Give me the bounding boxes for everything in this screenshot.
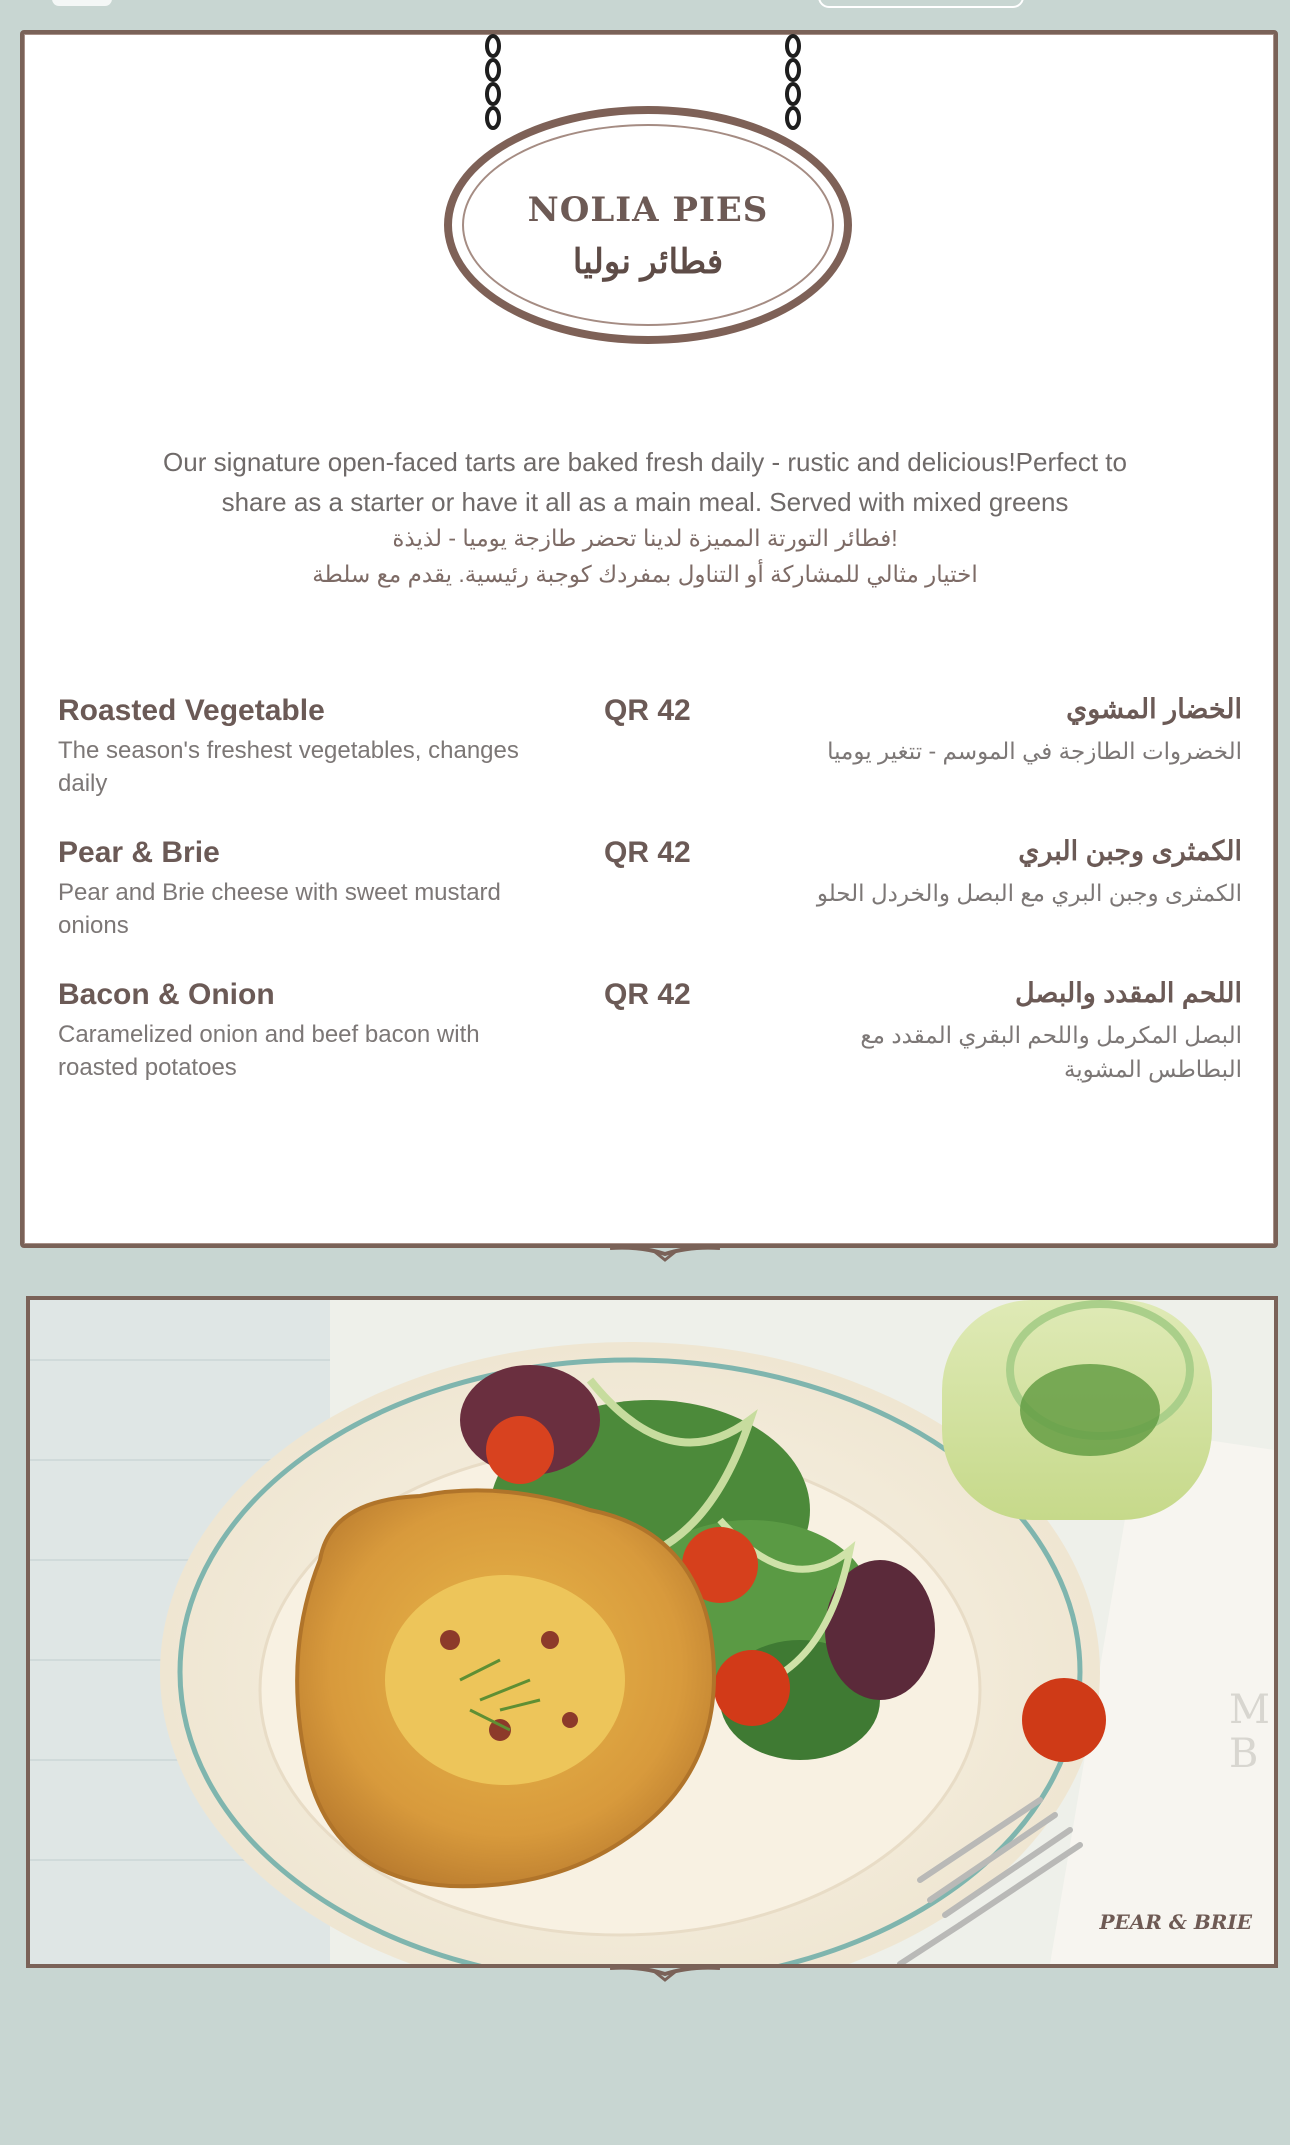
menu-intro-arabic [130, 520, 1160, 592]
menu-title-badge [444, 106, 852, 344]
item-price: QR 42 [604, 836, 691, 869]
item-description-arabic: الكمثرى وجبن البري مع البصل والخردل الحلو [816, 880, 1242, 906]
item-price: QR 42 [604, 694, 691, 727]
top-decoration [52, 0, 112, 6]
chain-icon [482, 30, 504, 140]
menu-title-arabic: فطائر نوليا [572, 243, 724, 281]
chain-icon [782, 30, 804, 140]
plate-watermark [1229, 1688, 1270, 1776]
food-photo [26, 1296, 1278, 1968]
watermark-text: M B [1229, 1687, 1270, 1777]
item-name: Roasted Vegetable [58, 694, 325, 727]
item-description-arabic: البصل المكرمل واللحم البقري المقدد مع البطاطس المشوية [860, 1022, 1242, 1082]
item-name: Bacon & Onion [58, 978, 275, 1011]
item-price: QR 42 [604, 978, 691, 1011]
item-description: The season's freshest vegetables, changes daily [58, 737, 519, 797]
menu-title: NOLIA PIES [527, 190, 769, 230]
menu-intro-arabic-line: فطائر التورتة المميزة لدينا تحضر طازجة يوميا - لذيذة! [392, 525, 898, 551]
item-name: Pear & Brie [58, 836, 220, 869]
menu-intro: Our signature open-faced tarts are baked fresh daily - rustic and delicious!Perfect to share as a starter or have it all as a main meal. Served with mixed greens [163, 447, 1127, 517]
photo-caption: PEAR & BRIE [1099, 1910, 1252, 1934]
pie-photo-illustration [30, 1300, 1274, 1964]
item-description: Pear and Brie cheese with sweet mustard onions [58, 879, 501, 939]
item-name-arabic: اللحم المقدد والبصل [1014, 978, 1242, 1008]
bow-decoration-icon [610, 1244, 720, 1262]
bow-decoration-icon [610, 1964, 720, 1982]
item-name-arabic: الخضار المشوي [1066, 694, 1242, 724]
top-indicator [818, 0, 1024, 8]
item-name-arabic: الكمثرى وجبن البري [1018, 836, 1242, 866]
item-description-arabic: الخضروات الطازجة في الموسم - تتغير يوميا [827, 738, 1242, 764]
menu-intro-arabic-line: اختيار مثالي للمشاركة أو التناول بمفردك كوجبة رئيسية. يقدم مع سلطة [312, 561, 978, 587]
item-description: Caramelized onion and beef bacon with roasted potatoes [58, 1021, 480, 1081]
